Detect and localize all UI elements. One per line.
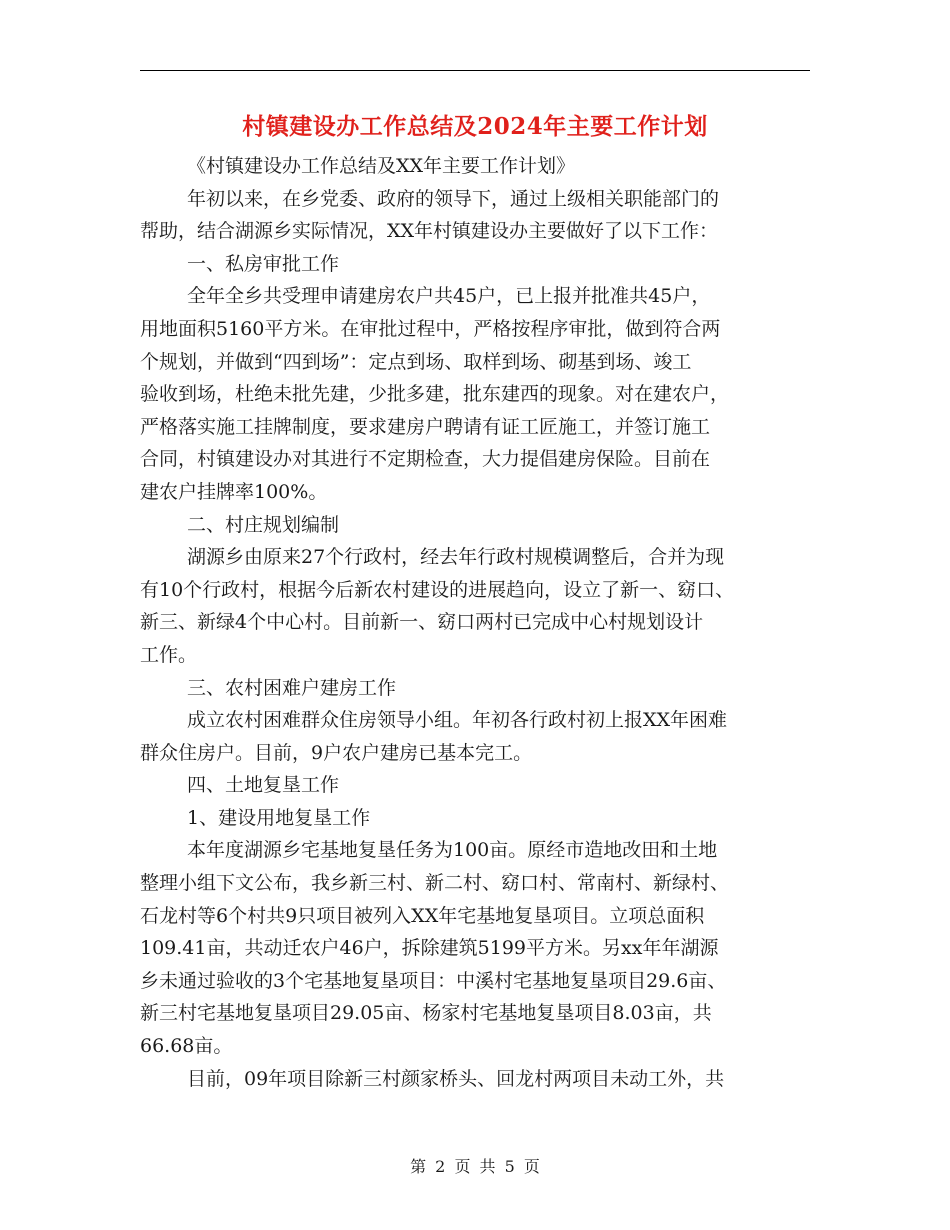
body-line: 群众住房户。目前，9户农户建房已基本完工。 xyxy=(140,741,533,764)
document-body xyxy=(140,150,810,1095)
body-line: 目前，09年项目除新三村颜家桥头、回龙村两项目未动工外，共 xyxy=(187,1067,725,1090)
header-rule xyxy=(140,70,810,71)
body-line: 整理小组下文公布，我乡新三村、新二村、窈口村、常南村、新绿村、 xyxy=(140,872,730,895)
body-line: 年初以来，在乡党委、政府的领导下，通过上级相关职能部门的 xyxy=(187,187,720,210)
section-heading: 四、土地复垦工作 xyxy=(187,774,340,797)
section-heading: 三、农村困难户建房工作 xyxy=(187,676,397,699)
body-line: 成立农村困难群众住房领导小组。年初各行政村初上报XX年困难 xyxy=(187,709,728,732)
section-heading: 一、私房审批工作 xyxy=(187,252,340,275)
document-title: 村镇建设办工作总结及2024年主要工作计划 xyxy=(242,113,708,140)
body-line: 新三村宅基地复垦项目29.05亩、杨家村宅基地复垦项目8.03亩，共 xyxy=(140,1002,712,1025)
body-line: 本年度湖源乡宅基地复垦任务为100亩。原经市造地改田和土地 xyxy=(187,839,718,862)
body-line: 有10个行政村，根据今后新农村建设的进展趋向，设立了新一、窈口、 xyxy=(140,578,735,601)
body-line: 乡未通过验收的3个宅基地复垦项目：中溪村宅基地复垦项目29.6亩、 xyxy=(140,969,727,992)
body-line: 湖源乡由原来27个行政村，经去年行政村规模调整后，合并为现 xyxy=(187,546,725,569)
body-line: 新三、新绿4个中心村。目前新一、窈口两村已完成中心村规划设计 xyxy=(140,611,704,634)
body-line: 工作。 xyxy=(140,643,198,666)
page-footer: 第 2 页 共 5 页 xyxy=(410,1157,540,1176)
body-line: 验收到场，杜绝未批先建，少批多建，批东建西的现象。对在建农户， xyxy=(140,383,730,406)
body-line: 66.68亩。 xyxy=(140,1035,233,1058)
body-line: 全年全乡共受理申请建房农户共45户，已上报并批准共45户， xyxy=(187,285,711,308)
body-line: 《村镇建设办工作总结及XX年主要工作计划》 xyxy=(187,155,576,177)
body-line: 建农户挂牌率100%。 xyxy=(140,480,328,503)
body-line: 用地面积5160平方米。在审批过程中，严格按程序审批，做到符合两 xyxy=(140,317,721,340)
body-line: 严格落实施工挂牌制度，要求建房户聘请有证工匠施工，并签订施工 xyxy=(140,415,711,438)
section-heading: 二、村庄规划编制 xyxy=(187,513,340,536)
body-line: 帮助，结合湖源乡实际情况，XX年村镇建设办主要做好了以下工作： xyxy=(140,220,719,243)
subsection-heading: 1、建设用地复垦工作 xyxy=(187,806,371,829)
body-line: 合同，村镇建设办对其进行不定期检查，大力提倡建房保险。目前在 xyxy=(140,448,711,471)
body-line: 个规划，并做到“四到场”：定点到场、取样到场、砌基到场、竣工 xyxy=(140,350,692,373)
body-line: 109.41亩，共动迁农户46户，拆除建筑5199平方米。另xx年年湖源 xyxy=(140,937,719,960)
body-line: 石龙村等6个村共9只项目被列入XX年宅基地复垦项目。立项总面积 xyxy=(140,904,705,927)
